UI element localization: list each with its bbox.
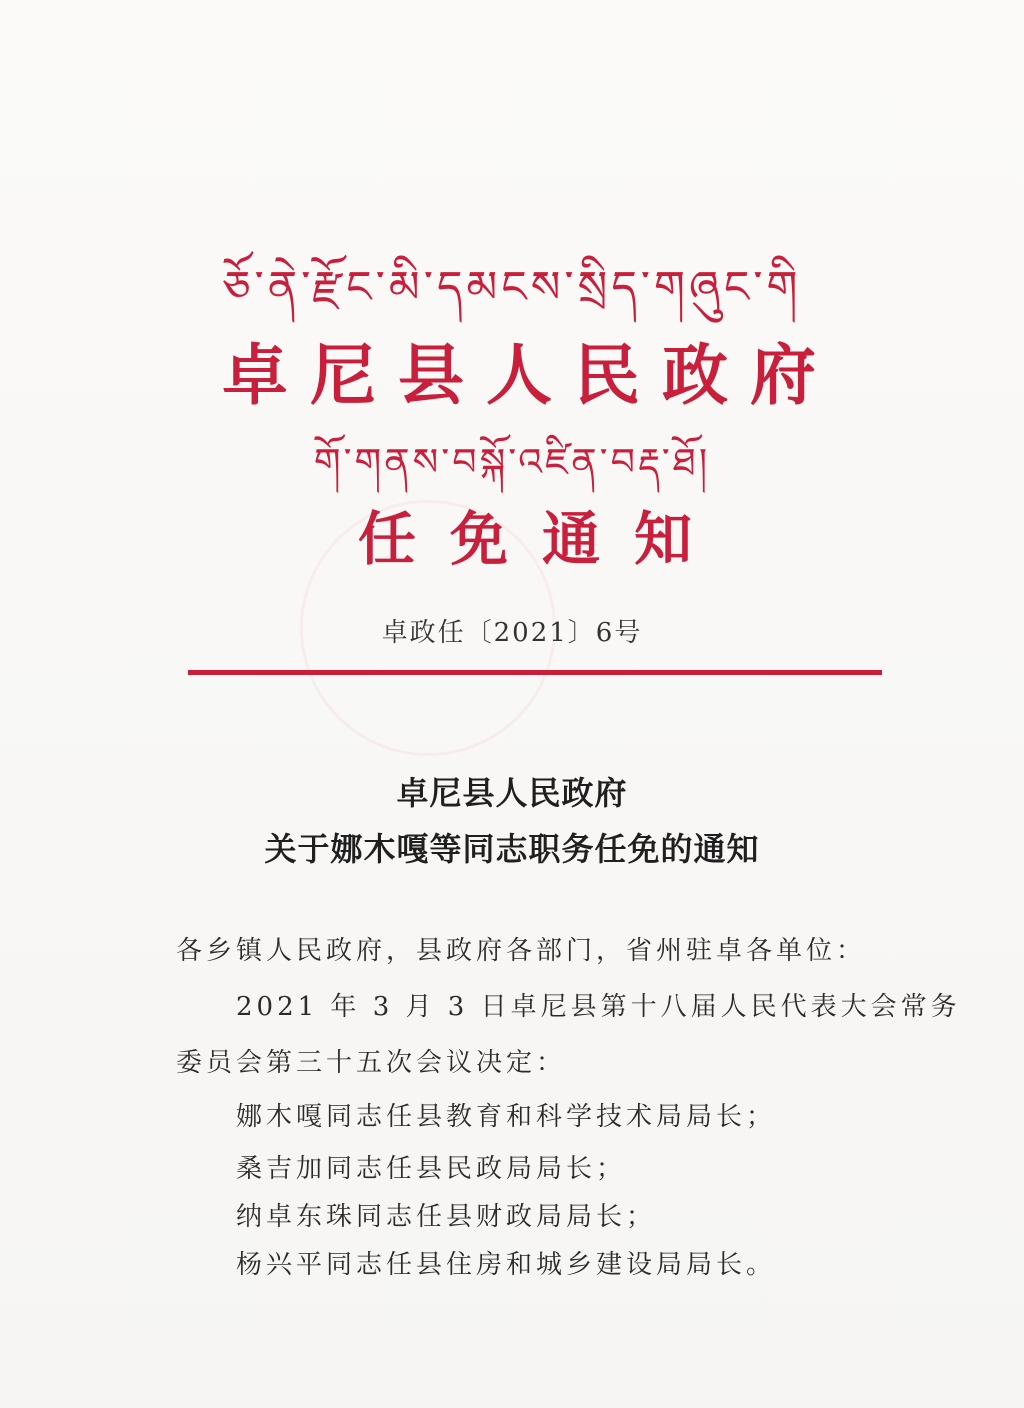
appointment-item: 杨兴平同志任县住房和城乡建设局局长。: [236, 1250, 777, 1280]
appointment-item: 纳卓东珠同志任县财政局局长；: [236, 1202, 657, 1232]
red-header-rule: [188, 670, 882, 675]
notice-title-line-2: 关于娜木嘎等同志职务任免的通知: [264, 830, 760, 868]
tibetan-org-name: ཅོ་ནེ་རྫོང་མི་དམངས་སྲིད་གཞུང་གི: [222, 262, 802, 313]
issuing-org-title: 卓尼县人民政府: [222, 336, 838, 414]
appointment-item: 娜木嘎同志任县教育和科学技术局局长；: [236, 1102, 777, 1132]
salutation: 各乡镇人民政府，县政府各部门，省州驻卓各单位：: [176, 936, 867, 966]
document-kind-title: 任免通知: [357, 505, 726, 573]
appointment-item: 桑吉加同志任县民政局局长；: [236, 1154, 627, 1184]
tibetan-doc-kind: གོ་གནས་བསྐོ་འཛིན་བརྡ་ཐོ།: [313, 440, 711, 484]
decision-paragraph-line-1: 2021 年 3 月 3 日卓尼县第十八届人民代表大会常务: [236, 992, 961, 1022]
notice-title-line-1: 卓尼县人民政府: [396, 774, 628, 812]
decision-paragraph-line-2: 委员会第三十五次会议决定：: [176, 1048, 567, 1078]
document-number: 卓政任〔2021〕6号: [381, 618, 643, 648]
